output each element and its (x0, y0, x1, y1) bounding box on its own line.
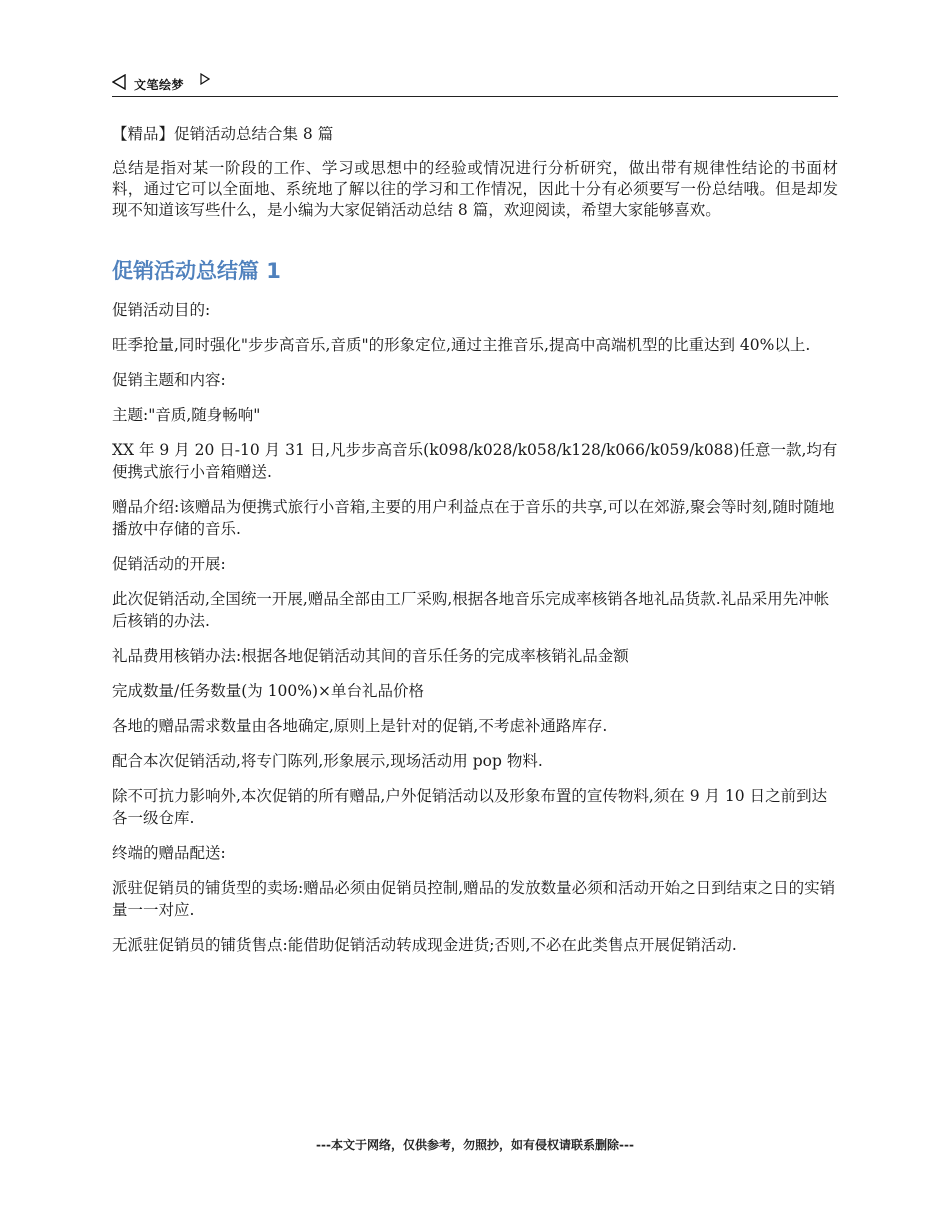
paragraph: 促销主题和内容: (112, 371, 226, 389)
paragraph: 配合本次促销活动,将专门陈列,形象展示,现场活动用 pop 物料. (112, 752, 543, 770)
document-title: 【精品】促销活动总结合集 8 篇 (112, 125, 334, 143)
section-heading: 促销活动总结篇 1 (112, 259, 281, 283)
paragraph: 除不可抗力影响外,本次促销的所有赠品,户外促销活动以及形象布置的宣传物料,须在 9 月 10 日之前到达各一级仓库. (112, 787, 828, 827)
triangle-left-icon (112, 74, 126, 93)
paragraph: 此次促销活动,全国统一开展,赠品全部由工厂采购,根据各地音乐完成率核销各地礼品货款.礼品采用先冲帐后核销的办法. (112, 590, 830, 630)
paragraph: 各地的赠品需求数量由各地确定,原则上是针对的促销,不考虑补通路库存. (112, 717, 608, 735)
page-footer: ---本文于网络，仅供参考，勿照抄，如有侵权请联系删除--- (316, 1138, 634, 1152)
page-header (112, 72, 838, 97)
paragraph: 赠品介绍:该赠品为便携式旅行小音箱,主要的用户利益点在于音乐的共享,可以在郊游,聚会等时刻,随时随地播放中存储的音乐. (112, 498, 835, 538)
paragraph: 终端的赠品配送: (112, 844, 226, 862)
paragraph: XX 年 9 月 20 日-10 月 31 日,凡步步高音乐(k098/k028/k058/k128/k066/k059/k088)任意一款,均有便携式旅行小音箱赠送. (112, 441, 838, 481)
paragraph: 旺季抢量,同时强化"步步高音乐,音质"的形象定位,通过主推音乐,提高中高端机型的比重达到 40%以上. (112, 336, 811, 354)
paragraph: 完成数量/任务数量(为 100%)×单台礼品价格 (112, 682, 425, 700)
brand-name: 文笔绘梦 (134, 78, 185, 92)
triangle-right-icon (200, 73, 210, 88)
document-body (112, 122, 838, 969)
paragraph: 无派驻促销员的铺货售点:能借助促销活动转成现金进货;否则,不必在此类售点开展促销活动. (112, 936, 737, 954)
intro-paragraph: 总结是指对某一阶段的工作、学习或思想中的经验或情况进行分析研究，做出带有规律性结论的书面材料，通过它可以全面地、系统地了解以往的学习和工作情况，因此十分有必须要写一份总结哦。但是却发现不知道该写些什么，是小编为大家促销活动总结 8 篇，欢迎阅读，希望大家能够喜欢。 (112, 159, 838, 219)
paragraph: 主题:"音质,随身畅响" (112, 406, 261, 424)
paragraph: 促销活动目的: (112, 301, 211, 319)
paragraph: 礼品费用核销办法:根据各地促销活动其间的音乐任务的完成率核销礼品金额 (112, 647, 629, 665)
paragraph: 促销活动的开展: (112, 555, 226, 573)
paragraph: 派驻促销员的铺货型的卖场:赠品必须由促销员控制,赠品的发放数量必须和活动开始之日到结束之日的实销量一一对应. (112, 879, 836, 919)
